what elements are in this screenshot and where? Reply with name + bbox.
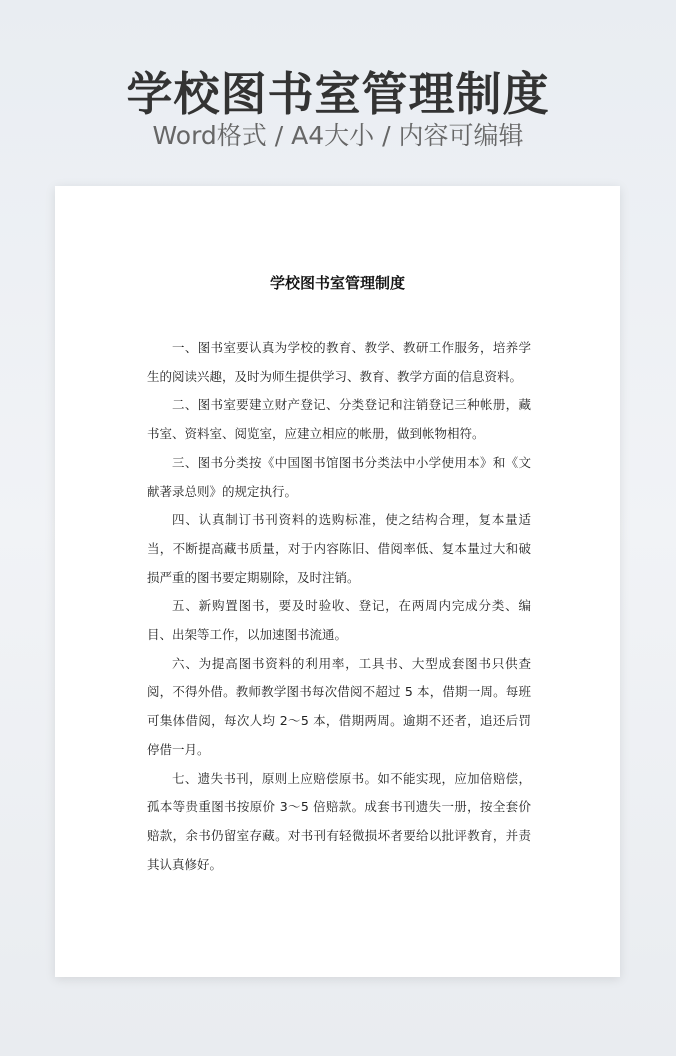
document-paragraph: 一、图书室要认真为学校的教育、教学、教研工作服务，培养学生的阅读兴趣，及时为师生提供学习、教育、教学方面的信息资料。: [147, 340, 531, 384]
document-title: 学校图书室管理制度: [269, 274, 405, 292]
document-paragraph: 三、图书分类按《中国图书馆图书分类法中小学使用本》和《文献著录总则》的规定执行。: [147, 454, 531, 499]
document-body: [147, 334, 531, 879]
document-paragraph: 四、认真制订书刊资料的选购标准，使之结构合理，复本量适当，不断提高藏书质量，对于内容陈旧、借阅率低、复本量过大和破损严重的图书要定期剔除，及时注销。: [147, 512, 531, 585]
banner-title: 学校图书室管理制度: [126, 67, 550, 121]
document-paragraph: 二、图书室要建立财产登记、分类登记和注销登记三种帐册，藏书室、资料室、阅览室，应建立相应的帐册，做到帐物相符。: [147, 397, 531, 442]
document-paragraph: 五、新购置图书，要及时验收、登记，在两周内完成分类、编目、出架等工作，以加速图书流通。: [147, 598, 531, 643]
document-page: [55, 186, 620, 977]
banner-subtitle: Word格式 / A4大小 / 内容可编辑: [152, 121, 524, 150]
document-paragraph: 七、遗失书刊，原则上应赔偿原书。如不能实现，应加倍赔偿，孤本等贵重图书按原价 3～5 倍赔款。成套书刊遗失一册，按全套价赔款，余书仍留室存藏。对书刊有轻微损坏者要给以批评教育，并责其认真修好。: [147, 770, 531, 872]
document-paragraph: 六、为提高图书资料的利用率，工具书、大型成套图书只供查阅，不得外借。教师教学图书每次借阅不超过 5 本，借期一周。每班可集体借阅，每次人均 2～5 本，借期两周。逾期不还者，追还后罚停借一月。: [147, 655, 531, 757]
